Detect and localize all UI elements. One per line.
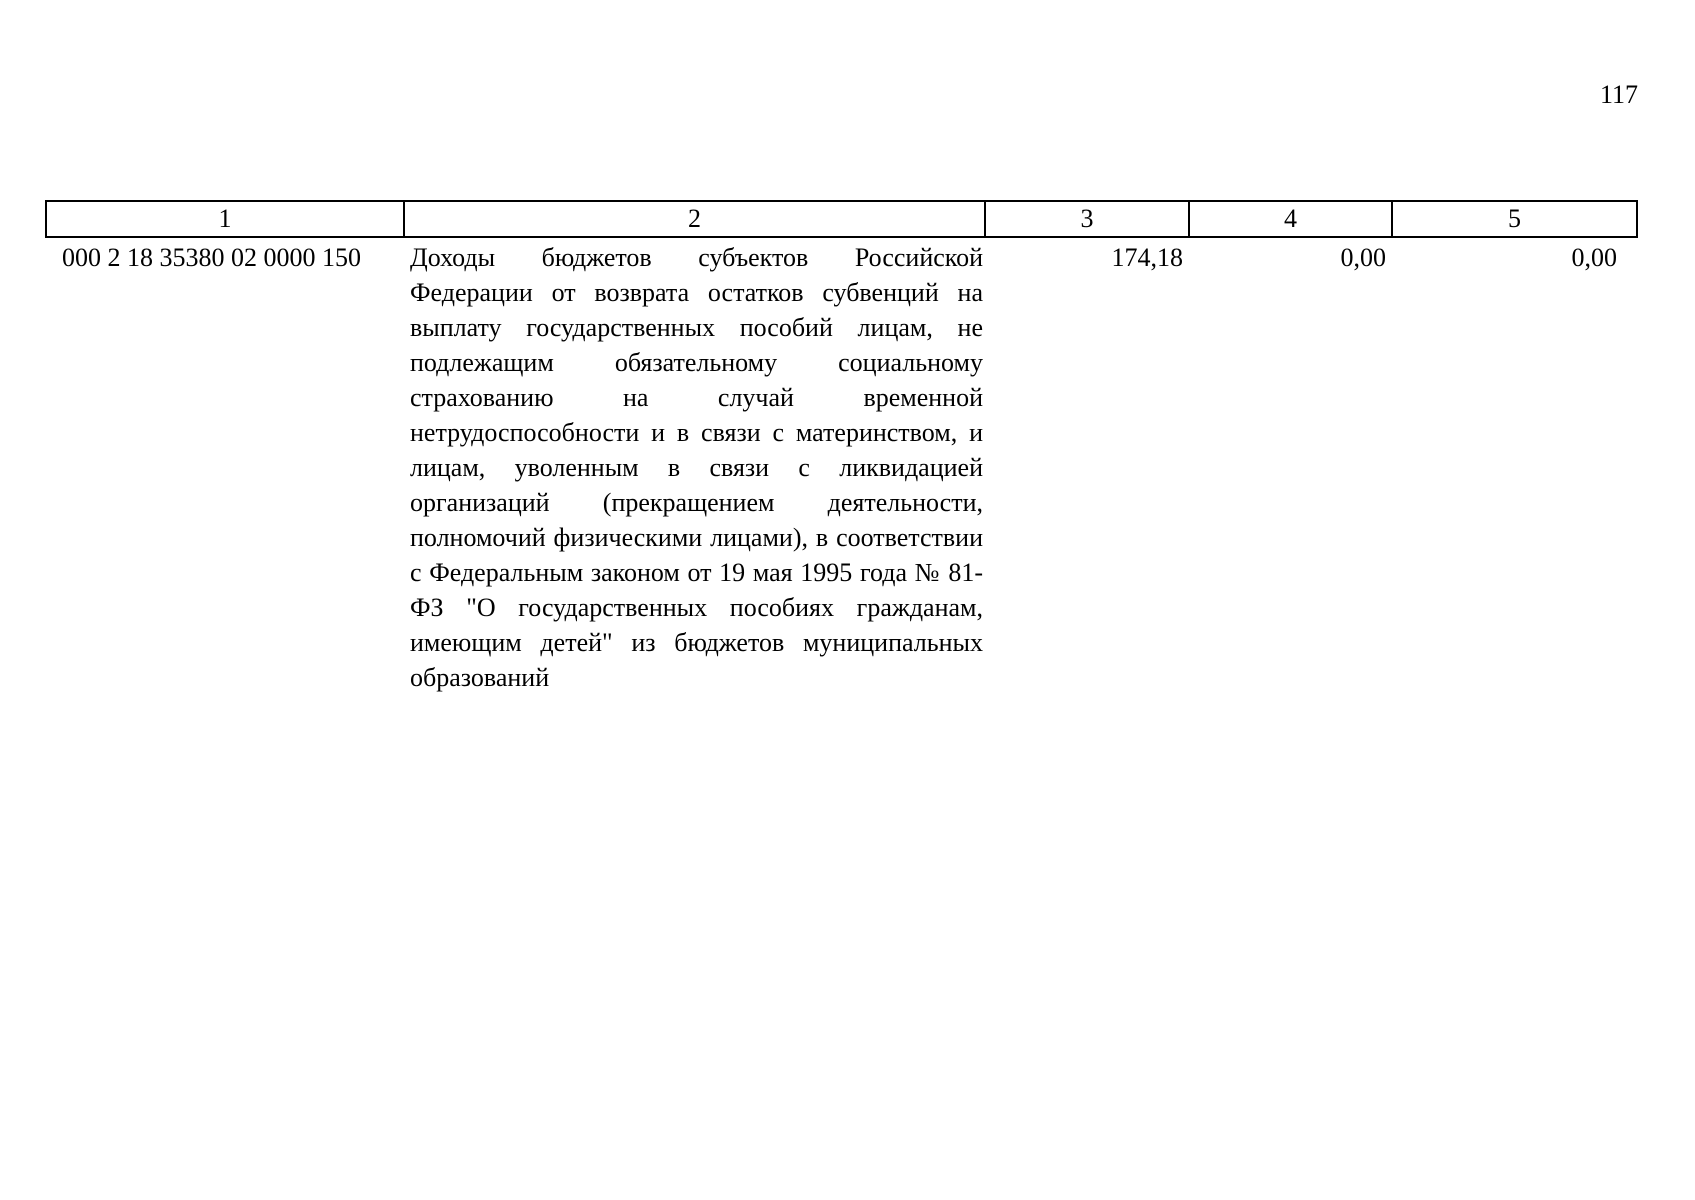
header-col-1: 1	[46, 201, 404, 237]
table-header	[46, 201, 1637, 237]
table-body	[46, 237, 1637, 695]
value-col-5-cell: 0,00	[1571, 243, 1617, 272]
value-col-4-cell: 0,00	[1340, 243, 1386, 272]
header-col-3: 3	[985, 201, 1189, 237]
header-row	[46, 201, 1637, 237]
header-col-5: 5	[1392, 201, 1637, 237]
budget-table	[45, 200, 1638, 695]
header-col-2: 2	[404, 201, 985, 237]
income-description-cell: Доходы бюджетов субъектов Российской Федерации от возврата остатков субвенций на выплату государственных пособий лицам, не подлежащим обязательному социальному страхованию на случай временной нетрудоспособности и в связи с материнством, и лицам, уволенным в связи с ликвидацией организаций (прекращением деятельности, полномочий физическими лицами), в соответствии с Федеральным законом от 19 мая 1995 года № 81-ФЗ "О государственных пособиях гражданам, имеющим детей" из бюджетов муниципальных образований	[410, 243, 983, 692]
value-col-3-cell: 174,18	[1111, 243, 1183, 272]
page-number: 117	[1599, 80, 1638, 109]
income-code-cell: 000 2 18 35380 02 0000 150	[62, 243, 361, 272]
table-row	[46, 237, 1637, 695]
header-col-4: 4	[1189, 201, 1392, 237]
